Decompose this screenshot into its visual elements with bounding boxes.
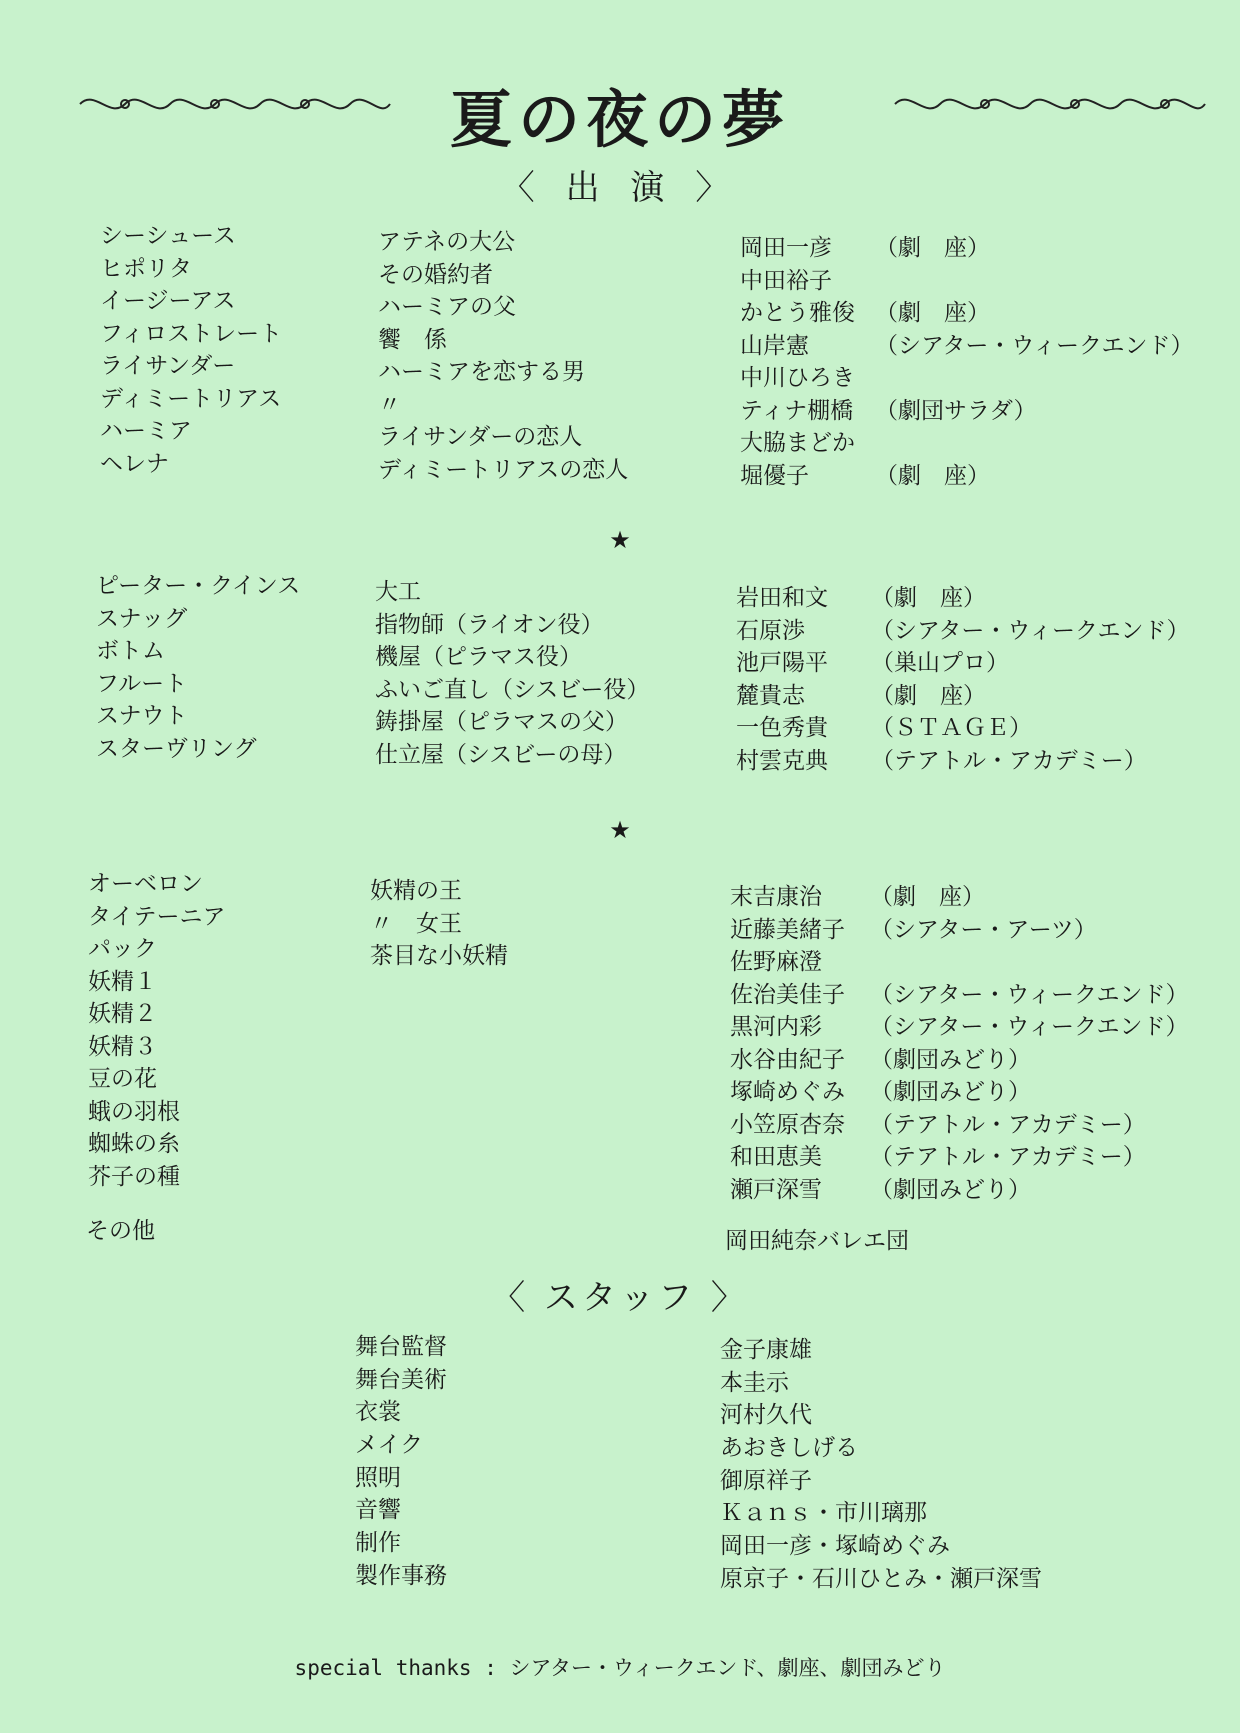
actor-row: [736, 680, 1190, 713]
group1-actors: [740, 232, 1194, 492]
actor-affiliation: （劇 座）: [870, 884, 985, 910]
staff-heading: 〈 スタッフ 〉: [491, 1278, 749, 1318]
role-description: ディミートリアスの恋人: [378, 456, 629, 483]
role-description: ふいご直し（シスビー役）: [375, 676, 650, 703]
role-name: 妖精３: [88, 1033, 157, 1060]
actor-row: [730, 1174, 1189, 1207]
actor-row: [740, 330, 1194, 363]
role-name: 蛾の羽根: [88, 1098, 180, 1125]
group3-actors: [730, 881, 1189, 1206]
actor-row: [740, 460, 1194, 493]
actor-name: 岩田和文: [736, 585, 828, 611]
role-description: その婚約者: [378, 261, 493, 288]
role-description: 〃: [378, 391, 401, 418]
actor-name: 瀬戸深雪: [730, 1176, 822, 1203]
actor-affiliation: （シアター・ウィークエンド）: [875, 332, 1194, 359]
actor-name: 村雲克典: [736, 747, 828, 774]
role-name: ピーター・クインス: [96, 573, 301, 599]
actor-name: 小笠原杏奈: [730, 1111, 845, 1138]
role-description: ライサンダーの恋人: [378, 424, 583, 450]
actor-affiliation: （テアトル・アカデミー）: [870, 1144, 1146, 1170]
role-description: ハーミアを恋する男: [378, 359, 585, 385]
actor-row: [736, 745, 1190, 778]
staff-name: 河村久代: [720, 1402, 812, 1429]
star-divider-1: ★: [609, 526, 631, 554]
role-name: 妖精１: [88, 968, 157, 995]
role-description: ハーミアの父: [378, 294, 516, 320]
cast-heading: 〈 出 演 〉: [500, 168, 740, 208]
actor-row: [730, 946, 1189, 979]
staff-role: 制作: [355, 1530, 401, 1557]
role-name: 豆の花: [88, 1066, 157, 1092]
thanks-label: special thanks :: [294, 1656, 510, 1680]
role-name: スナッグ: [96, 605, 188, 632]
actor-name: 塚崎めぐみ: [730, 1079, 845, 1105]
actor-name: 近藤美緒子: [730, 916, 845, 943]
actor-name: 大脇まどか: [740, 430, 855, 456]
role-name: イージーアス: [100, 288, 236, 314]
actor-name: 池戸陽平: [736, 650, 828, 676]
actor-row: [736, 647, 1190, 680]
role-name: 芥子の種: [88, 1163, 180, 1190]
staff-name: 金子康雄: [720, 1337, 812, 1363]
actor-affiliation: （劇 座）: [871, 585, 986, 611]
actor-row: [736, 712, 1190, 745]
actor-row: [730, 1011, 1189, 1044]
actor-row: [730, 881, 1189, 914]
actor-affiliation: （巣山プロ）: [871, 650, 1009, 676]
group1-descriptions: [378, 226, 628, 486]
actor-row: [740, 362, 1194, 395]
staff-role: 照明: [355, 1464, 401, 1491]
actor-name: 石原渉: [736, 617, 805, 644]
actor-row: [730, 1044, 1189, 1077]
actor-name: 堀優子: [740, 462, 809, 489]
role-name: スナウト: [96, 703, 188, 729]
actor-affiliation: （劇 座）: [875, 300, 990, 326]
staff-role: 製作事務: [355, 1562, 447, 1589]
actor-row: [730, 1109, 1189, 1142]
staff-role: 舞台美術: [355, 1366, 447, 1393]
staff-role: 音響: [355, 1497, 401, 1524]
group2-actors: [736, 582, 1190, 777]
actor-affiliation: （テアトル・アカデミー）: [871, 747, 1147, 774]
staff-name: 御原祥子: [720, 1467, 812, 1494]
actor-name: 水谷由紀子: [730, 1046, 845, 1073]
role-name: 蜘蛛の糸: [88, 1131, 180, 1157]
actor-row: [740, 395, 1194, 428]
actor-row: [730, 979, 1189, 1012]
staff-name: Ｋａｎｓ・市川璃那: [720, 1500, 927, 1527]
actor-row: [740, 297, 1194, 330]
staff-name: 原京子・石川ひとみ・瀬戸深雪: [720, 1565, 1042, 1592]
role-description: 〃 女王: [370, 910, 462, 937]
role-name: シーシュース: [100, 223, 236, 249]
role-name: 妖精２: [88, 1001, 157, 1027]
actor-affiliation: （シアター・アーツ）: [870, 916, 1097, 943]
actor-affiliation: （劇団みどり）: [870, 1079, 1031, 1105]
actor-name: 佐治美佳子: [730, 981, 845, 1008]
role-name: スターヴリング: [96, 735, 257, 762]
role-description: 饗 係: [378, 326, 447, 353]
role-name: フィロストレート: [100, 320, 283, 347]
actor-row: [730, 914, 1189, 947]
actor-name: 麓貴志: [736, 682, 805, 709]
role-name: フルート: [96, 670, 188, 697]
group3-other: その他: [86, 1218, 155, 1244]
group1-roles: [100, 220, 282, 480]
page-title: 夏の夜の夢: [449, 83, 790, 156]
role-description: アテネの大公: [378, 229, 516, 255]
actor-name: 一色秀貴: [736, 715, 828, 741]
staff-name: 本圭示: [720, 1369, 789, 1396]
actor-affiliation: （劇 座）: [875, 235, 990, 261]
actor-name: 佐野麻澄: [730, 949, 822, 975]
actor-affiliation: （劇団サラダ）: [875, 397, 1037, 424]
special-thanks: [0, 1652, 1240, 1682]
actor-row: [740, 265, 1194, 298]
staff-role: 舞台監督: [355, 1334, 447, 1360]
actor-affiliation: （劇 座）: [871, 682, 986, 709]
role-name: ヒポリタ: [100, 255, 192, 282]
actor-name: 中川ひろき: [740, 365, 855, 391]
staff-roles: [355, 1331, 447, 1593]
actor-name: かとう雅俊: [740, 300, 855, 326]
actor-affiliation: （ＳＴＡＧＥ）: [871, 715, 1032, 741]
star-divider-2: ★: [609, 816, 631, 844]
staff-names: [720, 1334, 1042, 1596]
role-name: ライサンダー: [100, 353, 236, 379]
role-name: ディミートリアス: [100, 385, 282, 412]
actor-name: 黒河内彩: [730, 1014, 822, 1040]
staff-role: 衣裳: [355, 1399, 401, 1426]
actor-name: 山岸憲: [740, 332, 809, 359]
actor-affiliation: （シアター・ウィークエンド）: [870, 1014, 1189, 1040]
actor-affiliation: （劇 座）: [875, 462, 990, 489]
role-description: 指物師（ライオン役）: [375, 611, 604, 638]
role-description: 大工: [375, 579, 421, 605]
actor-row: [740, 232, 1194, 265]
group3-roles: [88, 868, 226, 1193]
staff-role: メイク: [355, 1432, 424, 1459]
role-description: 仕立屋（シスビーの母）: [375, 741, 627, 768]
actor-name: 中田裕子: [740, 267, 832, 294]
actor-name: 岡田一彦: [740, 235, 832, 261]
staff-name: 岡田一彦・塚崎めぐみ: [720, 1533, 950, 1560]
role-name: ヘレナ: [100, 450, 169, 477]
role-name: ハーミア: [100, 418, 192, 444]
actor-affiliation: （シアター・ウィークエンド）: [870, 981, 1189, 1008]
group3-descriptions: [370, 875, 508, 973]
actor-row: [730, 1076, 1189, 1109]
role-name: ボトム: [96, 638, 165, 664]
actor-row: [730, 1141, 1189, 1174]
actor-affiliation: （劇団みどり）: [870, 1046, 1031, 1073]
actor-row: [736, 582, 1190, 615]
staff-name: あおきしげる: [720, 1435, 858, 1462]
group2-descriptions: [375, 576, 649, 771]
actor-affiliation: （劇団みどり）: [870, 1176, 1031, 1203]
actor-row: [740, 427, 1194, 460]
actor-name: ティナ棚橋: [740, 397, 854, 424]
role-name: タイテーニア: [88, 903, 226, 930]
role-description: 茶目な小妖精: [370, 943, 508, 969]
actor-affiliation: （テアトル・アカデミー）: [870, 1111, 1146, 1138]
role-name: パック: [88, 936, 157, 962]
ballet-company: 岡田純奈バレエ団: [725, 1228, 909, 1254]
actor-name: 末吉康治: [730, 884, 822, 910]
actor-name: 和田恵美: [730, 1144, 822, 1170]
role-name: オーベロン: [88, 871, 203, 897]
group2-roles: [96, 570, 300, 765]
actor-affiliation: （シアター・ウィークエンド）: [871, 617, 1190, 644]
role-description: 妖精の王: [370, 878, 462, 904]
thanks-text: シアター・ウィークエンド、劇座、劇団みどり: [509, 1656, 946, 1680]
role-description: 鋳掛屋（ピラマスの父）: [375, 709, 628, 735]
role-description: 機屋（ピラマス役）: [375, 644, 582, 670]
actor-row: [736, 615, 1190, 648]
